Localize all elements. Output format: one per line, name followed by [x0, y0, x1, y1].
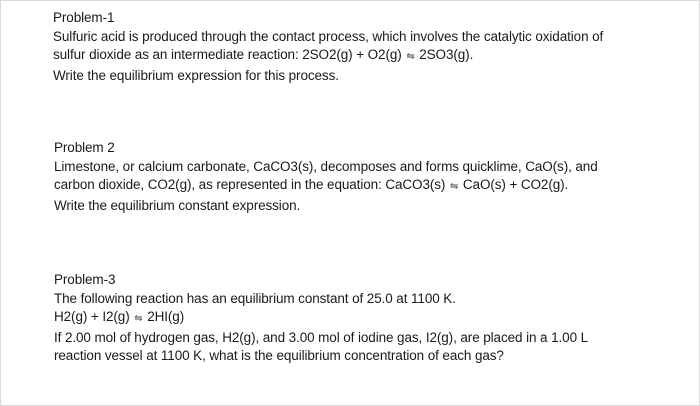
- equilibrium-arrow-icon: ⇋: [134, 313, 143, 324]
- problem-1: [53, 9, 653, 85]
- problem-text-line: Sulfuric acid is produced through the contact process, which involves the catalytic oxidation of: [53, 28, 604, 44]
- problem-text-line: carbon dioxide, CO2(g), as represented in the equation: CaCO3(s) ⇋ CaO(s) + CO2(g).: [54, 177, 569, 192]
- equilibrium-arrow-icon: ⇋: [449, 181, 459, 192]
- problem-text-line: reaction vessel at 1100 K, what is the equilibrium concentration of each gas?: [54, 348, 504, 363]
- problem-text-line: Limestone, or calcium carbonate, CaCO3(s), decomposes and forms quicklime, CaO(s), and: [54, 158, 598, 174]
- problem-equation-line: H2(g) + I2(g) ⇋ 2HI(g): [54, 309, 185, 324]
- equilibrium-arrow-icon: ⇋: [406, 51, 415, 62]
- problem-title: Problem 2: [54, 140, 115, 155]
- problem-2: [54, 139, 654, 215]
- problem-text-line: sulfur dioxide as an intermediate reaction: 2SO2(g) + O2(g) ⇋ 2SO3(g).: [53, 47, 474, 62]
- problem-text-line: If 2.00 mol of hydrogen gas, H2(g), and 3.00 mol of iodine gas, I2(g), are placed in a 1.00 L: [54, 329, 589, 345]
- problem-title: Problem-1: [53, 10, 115, 25]
- problem-text-line: Write the equilibrium constant expression.: [54, 197, 301, 213]
- problem-text-line: The following reaction has an equilibrium constant of 25.0 at 1100 K.: [54, 290, 456, 306]
- problem-title: Problem-3: [54, 272, 116, 287]
- problem-3: [54, 271, 654, 366]
- problem-text-line: Write the equilibrium expression for this process.: [53, 67, 339, 83]
